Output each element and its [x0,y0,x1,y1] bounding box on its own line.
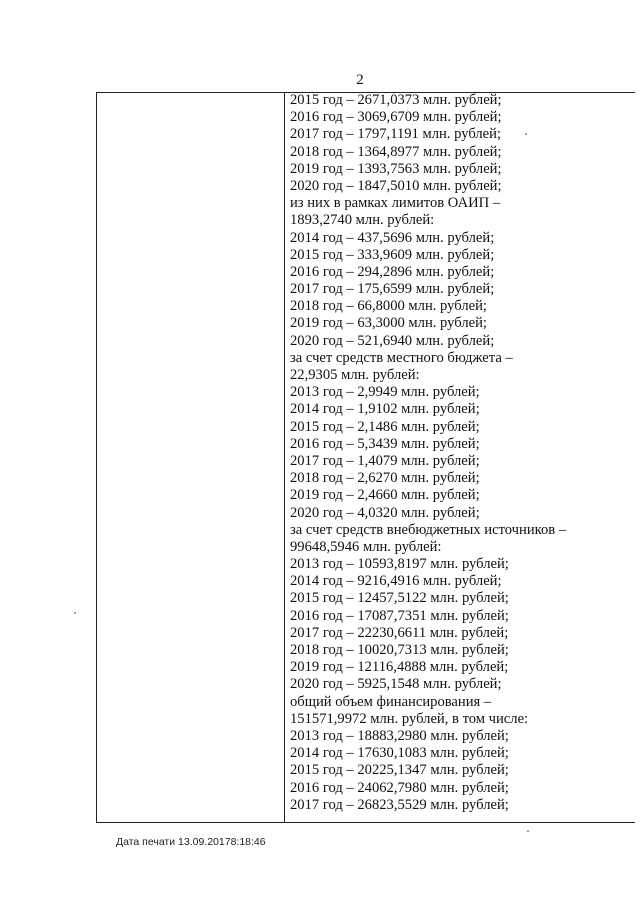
text-line: 2017 год – 26823,5529 млн. рублей; [290,796,509,813]
text-line: 2017 год – 1797,1191 млн. рублей; [290,126,502,143]
text-line: 2019 год – 1393,7563 млн. рублей; [290,160,502,177]
text-line: за счет средств местного бюджета – [290,349,513,366]
text-line: 2016 год – 294,2896 млн. рублей; [290,263,495,280]
text-line: 2016 год – 17087,7351 млн. рублей; [290,607,509,624]
text-line: 2018 год – 1364,8977 млн. рублей; [290,143,502,160]
text-line: 2014 год – 437,5696 млн. рублей; [290,229,495,246]
text-line: 2020 год – 5925,1548 млн. рублей; [290,676,502,693]
text-line: за счет средств внебюджетных источников – [290,521,567,538]
text-line: 2013 год – 18883,2980 млн. рублей; [290,727,509,744]
text-line: 2019 год – 12116,4888 млн. рублей; [290,659,509,676]
text-line: 2018 год – 66,8000 млн. рублей; [290,298,487,315]
scan-speck [74,612,76,614]
text-line: 2017 год – 175,6599 млн. рублей; [290,281,495,298]
text-line: 2016 год – 3069,6709 млн. рублей; [290,109,502,126]
text-line: 2017 год – 22230,6611 млн. рублей; [290,624,509,641]
text-line: 22,9305 млн. рублей: [290,367,420,383]
text-line: 2015 год – 333,9609 млн. рублей; [290,246,495,263]
text-line: 2019 год – 2,4660 млн. рублей; [290,487,480,504]
text-line: 2015 год – 2671,0373 млн. рублей; [290,92,502,108]
text-line: 2014 год – 1,9102 млн. рублей; [290,401,480,418]
scan-speck [527,830,529,832]
text-line: 2015 год – 12457,5122 млн. рублей; [290,590,509,607]
print-date: Дата печати 13.09.20178:18:46 [116,836,266,848]
text-line: 2019 год – 63,3000 млн. рублей; [290,315,487,332]
text-line: 2018 год – 10020,7313 млн. рублей; [290,642,509,658]
text-line: 2013 год – 2,9949 млн. рублей; [290,384,480,401]
text-line: 2014 год – 9216,4916 млн. рублей; [290,573,502,590]
text-line: 2016 год – 24062,7980 млн. рублей; [290,779,509,796]
text-line: 2020 год – 521,6940 млн. рублей; [290,332,495,349]
text-line: 2013 год – 10593,8197 млн. рублей; [290,556,509,573]
text-line: 2017 год – 1,4079 млн. рублей; [290,452,480,469]
text-line: 151571,9972 млн. рублей, в том числе: [290,710,529,727]
text-line: 2020 год – 4,0320 млн. рублей; [290,504,480,521]
text-line: 2020 год – 1847,5010 млн. рублей; [290,177,502,194]
text-line: из них в рамках лимитов ОАИП – [290,195,501,212]
text-line: 99648,5946 млн. рублей: [290,538,442,555]
financing-lines [290,92,635,814]
page-number: 2 [356,72,364,88]
text-line: 1893,2740 млн. рублей: [290,212,435,229]
text-line: общий объем финансирования – [290,693,492,710]
scan-speck [525,133,527,135]
text-line: 2016 год – 5,3439 млн. рублей; [290,435,480,452]
text-line: 2015 год – 20225,1347 млн. рублей; [290,762,509,779]
text-line: 2014 год – 17630,1083 млн. рублей; [290,745,509,762]
table-column-divider [284,92,285,823]
text-line: 2015 год – 2,1486 млн. рублей; [290,418,480,435]
text-line: 2018 год – 2,6270 млн. рублей; [290,470,480,487]
